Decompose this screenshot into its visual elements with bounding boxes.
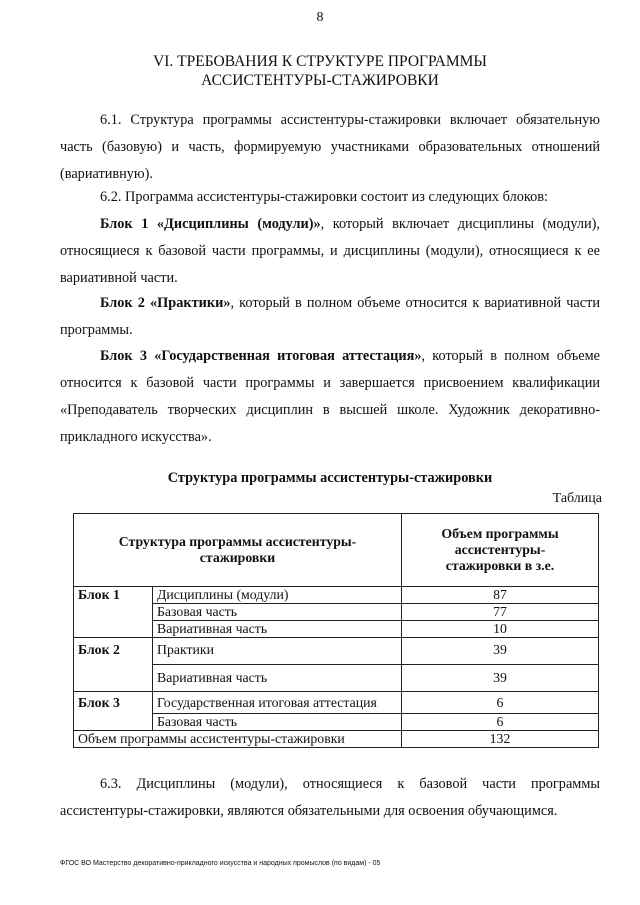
row-value: 10 (402, 621, 599, 638)
program-structure-table (73, 513, 599, 748)
block-1-title: Блок 1 «Дисциплины (модули)» (100, 216, 321, 232)
total-value: 132 (402, 731, 599, 748)
row-name: Базовая часть (153, 714, 402, 731)
header-volume: Объем программы ассистентуры-стажировки в з.е. (402, 514, 599, 587)
block-cell: Блок 3 (74, 692, 153, 731)
row-name: Базовая часть (153, 604, 402, 621)
section-heading (0, 52, 640, 90)
block-1-text: , который включает дисциплины (модули), относящиеся к базовой части программы, и дисциплины (модули), относящиеся к ее вариативной части. (60, 216, 600, 286)
row-name: Дисциплины (модули) (153, 587, 402, 604)
table-header-row (74, 514, 599, 587)
table-row (74, 692, 599, 714)
row-value: 6 (402, 692, 599, 714)
row-name: Вариативная часть (153, 665, 402, 692)
paragraph-6-2: 6.2. Программа ассистентуры-стажировки состоит из следующих блоков: (100, 189, 548, 205)
table-row (74, 638, 599, 665)
row-value: 77 (402, 604, 599, 621)
paragraph-block-1 (60, 211, 600, 292)
row-name: Вариативная часть (153, 621, 402, 638)
block-2-title: Блок 2 «Практики» (100, 295, 231, 311)
table-title: Структура программы ассистентуры-стажировки (167, 470, 493, 486)
paragraph-block-3 (60, 343, 600, 451)
paragraph-6-3: 6.3. Дисциплины (модули), относящиеся к базовой части программы ассистентуры-стажировки, являются обязательными для освоения обучающимся. (60, 776, 600, 819)
block-3-text: , который в полном объеме относится к базовой части программы и завершается присвоением квалификации «Преподаватель творческих дисциплин в высшей школе. Художник декоративно-прикладного искусства». (60, 348, 600, 445)
total-label: Объем программы ассистентуры-стажировки (74, 731, 402, 748)
table-row (74, 604, 599, 621)
row-value: 6 (402, 714, 599, 731)
table-label: Таблица (552, 491, 602, 506)
page-number: 8 (316, 10, 324, 25)
block-cell: Блок 1 (74, 587, 153, 638)
row-value: 39 (402, 638, 599, 665)
table-row (74, 621, 599, 638)
table-row (74, 587, 599, 604)
paragraph-block-2 (60, 290, 600, 344)
block-cell: Блок 2 (74, 638, 153, 692)
page-footer: ФГОС ВО Мастерство декоративно-прикладного искусства и народных промыслов (по видам) - 05 (60, 860, 381, 867)
block-3-title: Блок 3 «Государственная итоговая аттестация» (100, 348, 422, 364)
heading-line-2: АССИСТЕНТУРЫ-СТАЖИРОВКИ (201, 72, 439, 89)
table-total-row (74, 731, 599, 748)
table-row (74, 665, 599, 692)
block-2-text: , который в полном объеме относится к вариативной части программы. (60, 295, 600, 338)
heading-line-1: VI. ТРЕБОВАНИЯ К СТРУКТУРЕ ПРОГРАММЫ (153, 53, 487, 70)
row-value: 39 (402, 665, 599, 692)
paragraph-6-1: 6.1. Структура программы ассистентуры-стажировки включает обязательную часть (базовую) и часть, формируемую участниками образовательных отношений (вариативную). (60, 112, 600, 182)
row-value: 87 (402, 587, 599, 604)
row-name: Государственная итоговая аттестация (153, 692, 402, 714)
row-name: Практики (153, 638, 402, 665)
table-row (74, 714, 599, 731)
header-structure: Структура программы ассистентуры-стажировки (74, 514, 402, 587)
